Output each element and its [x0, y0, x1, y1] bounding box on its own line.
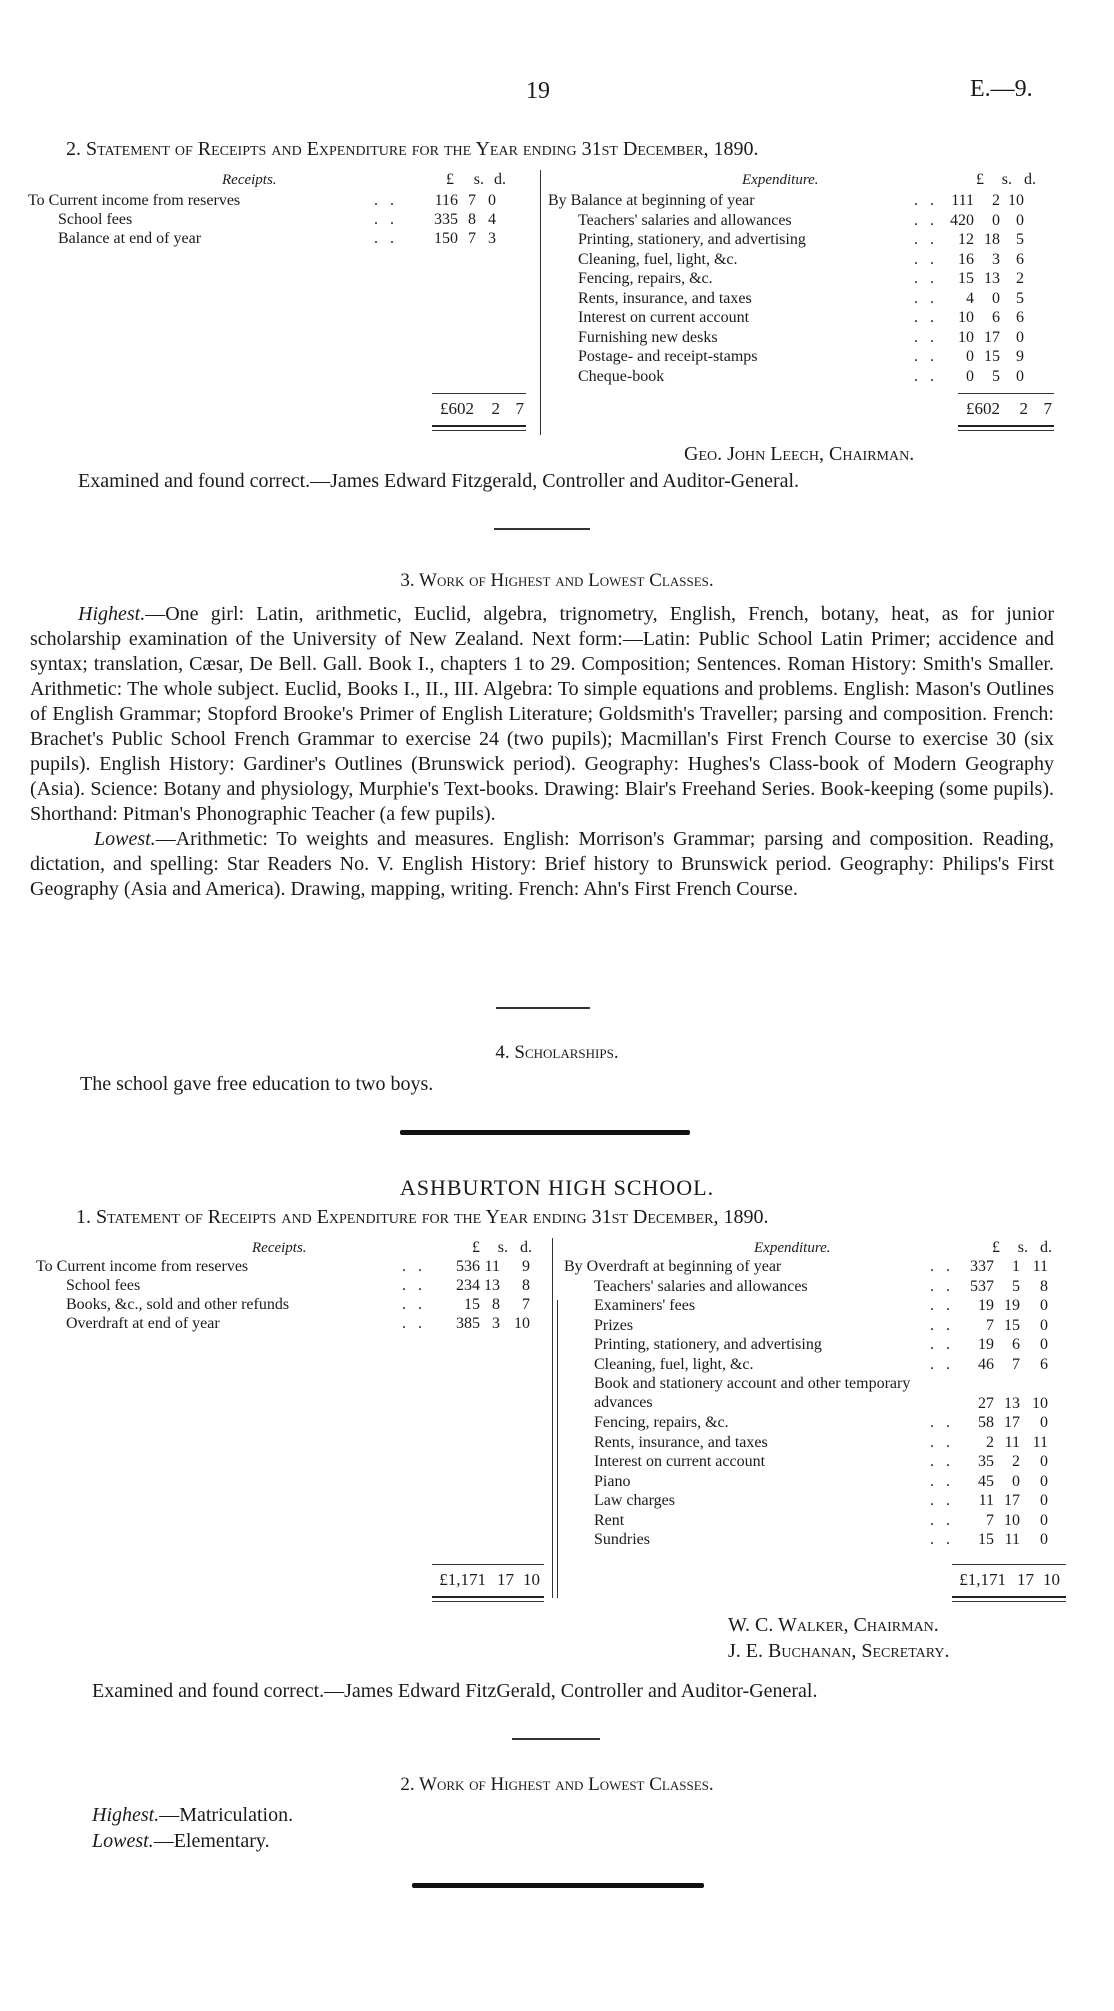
amount-pounds: 0 — [966, 348, 974, 365]
amount-pounds: 385 — [456, 1315, 480, 1332]
amount-shillings: 17 — [1004, 1414, 1020, 1431]
amount-pounds: 35 — [978, 1453, 994, 1470]
amount-shillings: 7 — [1012, 1355, 1020, 1373]
ledger-label: Examiners' fees — [594, 1297, 696, 1314]
amount-shillings: 7 — [468, 192, 476, 209]
ashburton-highest: Highest.—Matriculation. — [92, 1804, 294, 1826]
expenditure-heading: Expenditure. — [742, 172, 819, 188]
amount-pence: 8 — [522, 1277, 530, 1294]
amount-pounds: 116 — [434, 192, 458, 209]
ledger-label: Postage- and receipt-stamps — [578, 348, 758, 365]
leader-dots: . . — [914, 270, 938, 287]
amount-pence: 0 — [1016, 211, 1024, 229]
ashburton-work-title: 2. Work of Highest and Lowest Classes. — [400, 1774, 714, 1795]
ashburton-receipts-double-rule — [432, 1596, 544, 1598]
amount-pence: 0 — [1040, 1297, 1048, 1314]
amount-shillings: 17 — [984, 328, 1000, 346]
amount-pence: 0 — [1040, 1453, 1048, 1470]
leader-dots: . . — [402, 1277, 426, 1294]
ledger-label: By Balance at beginning of year — [548, 192, 755, 209]
amount-pounds: 0 — [966, 367, 974, 385]
leader-dots: . . — [930, 1414, 954, 1431]
leader-dots: . . — [930, 1433, 954, 1451]
leader-dots: . . — [914, 328, 938, 346]
section-3-title: 3. Work of Highest and Lowest Classes. — [400, 570, 714, 591]
amount-shillings: 18 — [984, 231, 1000, 248]
amount-pounds: 15 — [978, 1531, 994, 1548]
leader-dots: . . — [930, 1492, 954, 1509]
chairman-signature: Geo. John Leech, Chairman. — [684, 443, 915, 465]
amount-pounds: 19 — [978, 1297, 994, 1314]
amount-pounds: 27 — [978, 1394, 994, 1412]
ledger-label: Teachers' salaries and allowances — [594, 1277, 808, 1295]
amount-shillings: 3 — [492, 1315, 500, 1332]
ashburton-statement-title: 1. Statement of Receipts and Expenditure for the Year ending 31st December, 1890. — [76, 1206, 769, 1228]
amount-pounds: 2 — [986, 1433, 994, 1451]
amount-pounds: 15 — [464, 1296, 480, 1313]
leader-dots: . . — [914, 192, 938, 209]
section-3-body — [30, 602, 1054, 902]
ledger-label: Balance at end of year — [58, 230, 202, 247]
ashburton-chairman-signature: W. C. Walker, Chairman. — [728, 1614, 939, 1636]
amount-pounds: 46 — [978, 1355, 994, 1373]
ledger-label: Law charges — [594, 1492, 675, 1509]
receipts-total-rule — [432, 393, 526, 394]
amount-pounds: 4 — [966, 289, 974, 307]
amount-pounds: 536 — [456, 1258, 480, 1275]
amount-pounds: 420 — [950, 211, 974, 229]
ledger-label: Interest on current account — [578, 309, 750, 326]
amount-pence: 0 — [488, 192, 496, 209]
ashburton-receipts-heading: Receipts. — [252, 1240, 307, 1256]
amount-shillings: 11 — [1004, 1531, 1020, 1548]
amount-pence: 10 — [1008, 192, 1024, 209]
leader-dots: . . — [402, 1315, 426, 1332]
amount-pence: 11 — [1032, 1433, 1048, 1451]
statement-title: 2. Statement of Receipts and Expenditure for the Year ending 31st December, 1890. — [66, 138, 759, 160]
highest-text: —One girl: Latin, arithmetic, Euclid, algebra, trignometry, English, French, botany, heat, as for junior scholarship examination of the University of New Zealand. Next form:—Latin: Public School Latin Primer; accidence and syntax; translation, Cæsar, De Bell. Gall. Book I., chapters 1 to 29. Composition; Sentences. Roman History: Smith's Smaller. Arithmetic: The whole subject. Euclid, Books I., II., III. Algebra: To simple equations and problems. English: Mason's Outlines of English Grammar; Stopford Brooke's Primer of English Literature; Goldsmith's Traveller; parsing and composition. French: Brachet's Public School French Grammar to exercise 24 (two pupils); Macmillan's First French Course to exercise 30 (six pupils). English History: Gardiner's Outlines (Brunswick period). Geography: Hughes's Class-book of Modern Geography (Asia). Science: Botany and physiology, Murphie's Text-books. Drawing: Blair's Freehand Series. Book-keeping (some pupils). Shorthand: Pitman's Phonographic Teacher (a few pupils). — [30, 603, 1054, 825]
leader-dots: . . — [930, 1258, 954, 1275]
ashburton-expenditure-double-rule — [952, 1596, 1066, 1598]
school-title: ASHBURTON HIGH SCHOOL. — [399, 1175, 715, 1200]
ledger-label: Piano — [594, 1472, 631, 1490]
amount-pounds: 537 — [970, 1277, 994, 1295]
leader-dots: . . — [914, 211, 938, 229]
highest-label: Highest. — [78, 603, 146, 625]
amount-pounds: 10 — [958, 328, 974, 346]
ashburton-auditor-statement: Examined and found correct.—James Edward FitzGerald, Controller and Auditor-General. — [92, 1680, 818, 1702]
leader-dots: . . — [930, 1472, 954, 1490]
amount-pence: 0 — [1016, 367, 1024, 385]
leader-dots: . . — [930, 1531, 954, 1548]
amount-pence: 8 — [1040, 1277, 1048, 1295]
amount-pounds: 16 — [958, 250, 974, 268]
amount-shillings: 7 — [468, 230, 476, 247]
expenditure-double-rule — [958, 425, 1054, 427]
amount-pounds: 150 — [434, 230, 458, 247]
ledger-label: Fencing, repairs, &c. — [578, 270, 713, 287]
leader-dots: . . — [402, 1258, 426, 1275]
amount-shillings: 17 — [1004, 1492, 1020, 1509]
amount-pounds: 10 — [958, 309, 974, 326]
ashburton-column-divider — [552, 1238, 553, 1598]
leader-dots: . . — [930, 1316, 954, 1334]
school-divider — [400, 1130, 690, 1135]
ledger-label: School fees — [58, 211, 133, 228]
expenditure-total-rule — [958, 393, 1054, 394]
amount-pence: 6 — [1016, 309, 1024, 326]
ledger-label: Printing, stationery, and advertising — [594, 1336, 822, 1353]
ledger-label: Cheque-book — [578, 367, 665, 385]
amount-shillings: 10 — [1004, 1511, 1020, 1529]
amount-pence: 9 — [522, 1258, 530, 1275]
amount-pence: 0 — [1040, 1511, 1048, 1529]
ledger-label: Cleaning, fuel, light, &c. — [594, 1355, 754, 1373]
amount-shillings: 13 — [1004, 1394, 1020, 1412]
leader-dots: . . — [914, 309, 938, 326]
leader-dots: . . — [914, 231, 938, 248]
amount-shillings: 15 — [1004, 1316, 1020, 1334]
leader-dots: . . — [914, 289, 938, 307]
amount-pence: 0 — [1040, 1336, 1048, 1353]
amount-shillings: 0 — [1012, 1472, 1020, 1490]
amount-shillings: 2 — [992, 192, 1000, 209]
amount-pence: 10 — [514, 1315, 530, 1332]
ledger-label: Rents, insurance, and taxes — [578, 289, 752, 307]
column-divider — [540, 170, 541, 435]
amount-pence: 6 — [1040, 1355, 1048, 1373]
page-end-divider — [412, 1883, 704, 1888]
ledger-label: Rents, insurance, and taxes — [594, 1433, 768, 1451]
amount-pounds: 15 — [958, 270, 974, 287]
page-number: 19 — [526, 78, 550, 104]
leader-dots: . . — [914, 348, 938, 365]
leader-dots: . . — [930, 1277, 954, 1295]
amount-pounds: 7 — [986, 1316, 994, 1334]
amount-shillings: 5 — [1012, 1277, 1020, 1295]
amount-shillings: 8 — [468, 211, 476, 228]
ledger-label: Interest on current account — [594, 1453, 766, 1470]
section-4-title: 4. Scholarships. — [495, 1042, 619, 1063]
amount-pence: 0 — [1040, 1472, 1048, 1490]
section-divider — [494, 528, 590, 530]
ledger-label: Books, &c., sold and other refunds — [66, 1296, 290, 1313]
amount-shillings: 8 — [492, 1296, 500, 1313]
ledger-label: Sundries — [594, 1531, 650, 1548]
amount-shillings: 5 — [992, 367, 1000, 385]
receipts-double-rule — [432, 425, 526, 427]
ledger-label: School fees — [66, 1277, 141, 1294]
amount-shillings: 6 — [1012, 1336, 1020, 1353]
amount-pounds: 58 — [978, 1414, 994, 1431]
ledger-label: Rent — [594, 1511, 625, 1529]
amount-shillings: 13 — [484, 1277, 500, 1294]
leader-dots: . . — [402, 1296, 426, 1313]
ashburton-secretary-signature: J. E. Buchanan, Secretary. — [728, 1640, 950, 1662]
ledger-label: To Current income from reserves — [28, 192, 241, 209]
amount-pence: 10 — [1032, 1394, 1048, 1412]
leader-dots: . . — [930, 1297, 954, 1314]
lowest-label: Lowest. — [94, 828, 156, 850]
amount-pounds: 45 — [978, 1472, 994, 1490]
amount-pence: 0 — [1040, 1531, 1048, 1548]
leader-dots: . . — [930, 1453, 954, 1470]
amount-pence: 0 — [1040, 1316, 1048, 1334]
amount-pounds: 337 — [970, 1258, 994, 1275]
ashburton-lowest: Lowest.—Elementary. — [92, 1830, 270, 1852]
receipts-heading: Receipts. — [222, 172, 277, 188]
ledger-label: Teachers' salaries and allowances — [578, 211, 792, 229]
amount-pence: 7 — [522, 1296, 530, 1313]
amount-pounds: 234 — [456, 1277, 480, 1294]
amount-pounds: 12 — [958, 231, 974, 248]
amount-shillings: 13 — [984, 270, 1000, 287]
ledger-label: Overdraft at end of year — [66, 1315, 220, 1332]
amount-pounds: 19 — [978, 1336, 994, 1353]
ledger-label: Cleaning, fuel, light, &c. — [578, 250, 738, 268]
ledger-label: Furnishing new desks — [578, 328, 718, 346]
amount-pounds: 7 — [986, 1511, 994, 1529]
amount-pence: 11 — [1032, 1258, 1048, 1275]
amount-pence: 0 — [1016, 328, 1024, 346]
ashburton-expenditure-heading: Expenditure. — [754, 1240, 831, 1256]
ledger-label: Printing, stationery, and advertising — [578, 231, 806, 248]
amount-shillings: 0 — [992, 211, 1000, 229]
ledger-label: To Current income from reserves — [36, 1258, 249, 1275]
amount-pounds: 335 — [434, 211, 458, 228]
lowest-text: —Arithmetic: To weights and measures. English: Morrison's Grammar; parsing and composition. Reading, dictation, and spelling: Star Readers No. V. English History: Brief history to Brunswick period. Geography: Philips's First Geography (Asia and America). Drawing, mapping, writing. French: Ahn's First French Course. — [30, 828, 1054, 900]
leader-dots: . . — [930, 1511, 954, 1529]
amount-shillings: 15 — [984, 348, 1000, 365]
amount-pence: 0 — [1040, 1414, 1048, 1431]
amount-shillings: 11 — [1004, 1433, 1020, 1451]
leader-dots: . . — [914, 367, 938, 385]
amount-pounds: 111 — [951, 192, 974, 209]
amount-pence: 4 — [488, 211, 496, 228]
amount-shillings: 6 — [992, 309, 1000, 326]
amount-pence: 0 — [1040, 1492, 1048, 1509]
ashburton-expenditure-total-rule — [952, 1564, 1066, 1565]
auditor-statement: Examined and found correct.—James Edward Fitzgerald, Controller and Auditor-General. — [78, 470, 800, 492]
amount-shillings: 1 — [1012, 1258, 1020, 1275]
ledger-label: By Overdraft at beginning of year — [564, 1258, 782, 1275]
amount-pence: 3 — [488, 230, 496, 247]
ashburton-section-divider — [512, 1738, 600, 1740]
ledger-label: Fencing, repairs, &c. — [594, 1414, 729, 1431]
amount-pence: 6 — [1016, 250, 1024, 268]
amount-shillings: 0 — [992, 289, 1000, 307]
amount-pounds: 11 — [978, 1492, 994, 1509]
amount-shillings: 19 — [1004, 1297, 1020, 1314]
amount-shillings: 11 — [484, 1258, 500, 1275]
ledger-label: Book and stationery account and other temporary advances — [594, 1375, 911, 1411]
amount-pence: 9 — [1016, 348, 1024, 365]
section-divider-2 — [496, 1007, 590, 1009]
amount-shillings: 3 — [992, 250, 1000, 268]
amount-pence: 2 — [1016, 270, 1024, 287]
leader-dots: . . — [914, 250, 938, 268]
amount-pence: 5 — [1016, 289, 1024, 307]
section-4-text: The school gave free education to two boys. — [80, 1073, 434, 1095]
leader-dots: . . — [930, 1355, 954, 1373]
ledger-label: Prizes — [594, 1316, 634, 1334]
amount-shillings: 2 — [1012, 1453, 1020, 1470]
ashburton-receipts-total-rule — [432, 1564, 544, 1565]
leader-dots: . . — [374, 211, 398, 228]
leader-dots: . . — [930, 1336, 954, 1353]
amount-pence: 5 — [1016, 231, 1024, 248]
leader-dots: . . — [374, 230, 398, 247]
leader-dots: . . — [374, 192, 398, 209]
page-reference: E.—9. — [970, 76, 1033, 102]
